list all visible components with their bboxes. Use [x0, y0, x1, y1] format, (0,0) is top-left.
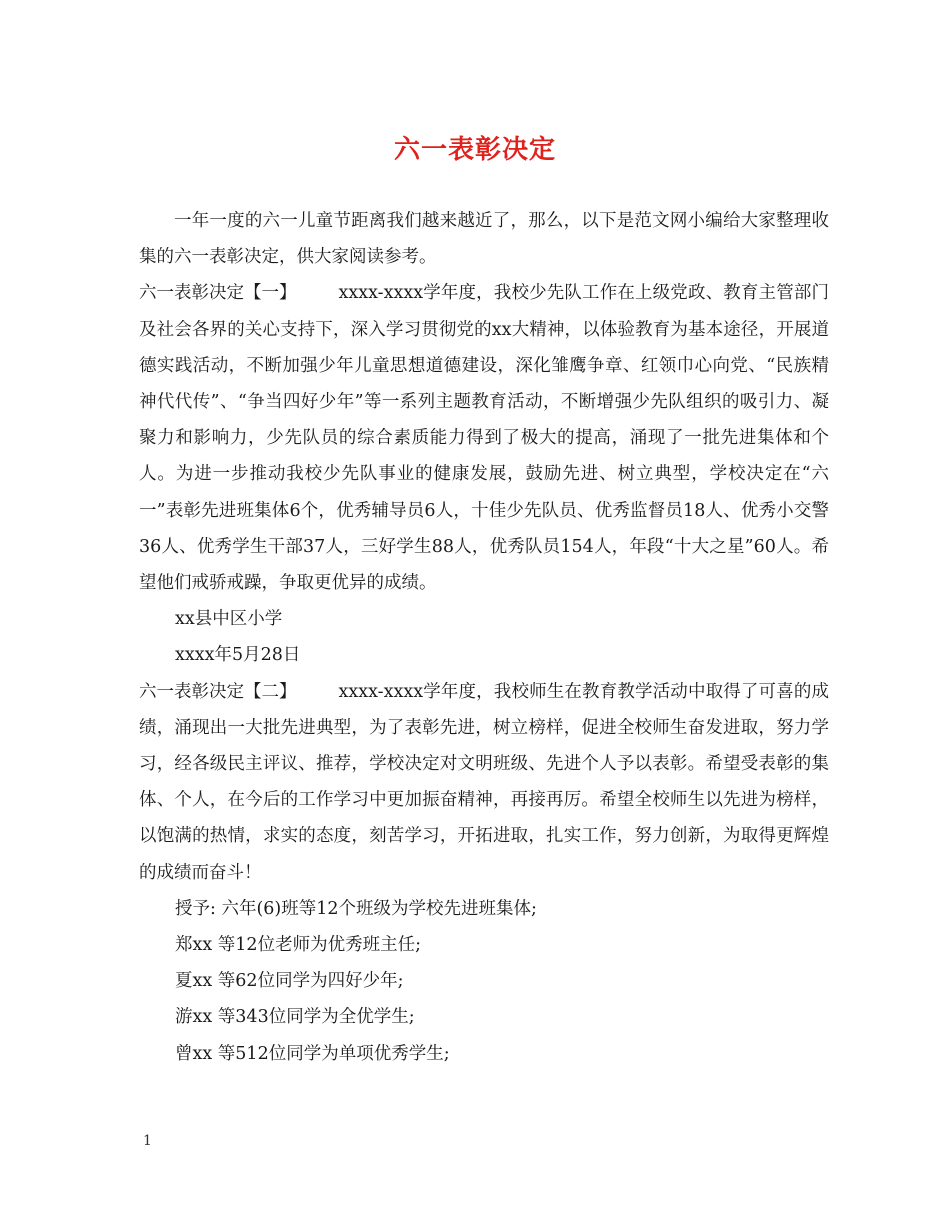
- intro-paragraph: 一年一度的六一儿童节距离我们越来越近了，那么，以下是范文网小编给大家整理收集的六一表彰决定，供大家阅读参考。: [139, 211, 829, 268]
- section-1-heading: 六一表彰决定【一】: [139, 283, 297, 304]
- award-line: 夏xx 等62位同学为四好少年;: [175, 971, 404, 992]
- section-1-text: xxxx-xxxx学年度，我校少先队工作在上级党政、教育主管部门及社会各界的关心支持下，深入学习贯彻党的xx大精神，以体验教育为基本途径，开展道德实践活动，不断加强少年儿童思想道德建设，深化雏鹰争章、红领巾心向党、“民族精神代代传”、“争当四好少年”等一系列主题教育活动，不断增强少先队组织的吸引力、凝聚力和影响力，少先队员的综合素质能力得到了极大的提高，涌现了一批先进集体和个人。为进一步推动我校少先队事业的健康发展，鼓励先进、树立典型，学校决定在“六一”表彰先进班集体6个，优秀辅导员6人，十佳少先队员、优秀监督员18人、优秀小交警36人、优秀学生干部37人，三好学生88人，优秀队员154人，年段“十大之星”60人。希望他们戒骄戒躁，争取更优异的成绩。: [139, 283, 829, 594]
- page-number: 1: [143, 1133, 152, 1149]
- award-line: 曾xx 等512位同学为单项优秀学生;: [175, 1043, 450, 1064]
- document-title: 六一表彰决定: [393, 135, 556, 165]
- section-1-signature: xx县中区小学: [175, 609, 283, 630]
- award-line: 郑xx 等12位老师为优秀班主任;: [175, 935, 421, 956]
- section-1-date: xxxx年5月28日: [175, 645, 301, 666]
- award-line: 游xx 等343位同学为全优学生;: [175, 1007, 415, 1028]
- section-2-paragraph: [139, 674, 829, 891]
- section-1-paragraph: [139, 275, 829, 601]
- section-2-text: xxxx-xxxx学年度，我校师生在教育教学活动中取得了可喜的成绩，涌现出一大批先进典型，为了表彰先进，树立榜样，促进全校师生奋发进取，努力学习，经各级民主评议、推荐，学校决定对文明班级、先进个人予以表彰。希望受表彰的集体、个人，在今后的工作学习中更加振奋精神，再接再厉。希望全校师生以先进为榜样，以饱满的热情，求实的态度，刻苦学习，开拓进取，扎实工作，努力创新，为取得更辉煌的成绩而奋斗！: [139, 681, 829, 883]
- section-2-heading: 六一表彰决定【二】: [139, 681, 297, 702]
- award-line: 授予: 六年(6)班等12个班级为学校先进班集体;: [175, 898, 537, 919]
- document-body: [139, 203, 829, 1072]
